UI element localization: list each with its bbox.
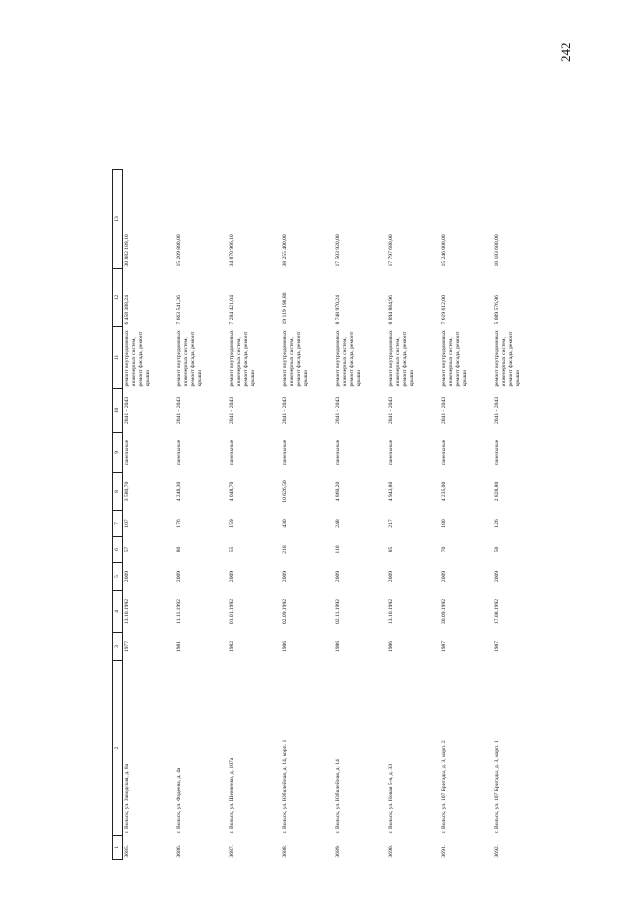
row-sum-13: 34 870 966,10 (229, 234, 236, 267)
row-date: 11.11.1992 (176, 599, 183, 624)
column-header: 12 (113, 269, 123, 327)
row-year: 2009 (282, 570, 289, 583)
row-number: 3691. (441, 844, 448, 858)
row-area: 4 860,20 (335, 481, 342, 502)
row-commission-year: 1986 (335, 640, 342, 653)
row-address: г. Вольск, ул. 107 Бригады, д. 3, корп. 1 (494, 740, 501, 834)
row-date: 13.10.1992 (123, 598, 130, 625)
row-period: 2041 - 2043 (176, 396, 183, 425)
row-number: 3690. (388, 844, 395, 858)
row-sum-13: 17 503 920,00 (335, 234, 342, 267)
row-commission-year: 1986 (388, 640, 395, 653)
row-value-7: 180 (441, 519, 448, 528)
column-header: 9 (113, 433, 123, 473)
row-address: г. Вольск, ул. 107 Бригады, д. 3, корп. 2 (441, 740, 448, 834)
row-sum-13: 10 183 680,00 (494, 234, 501, 267)
column-header: 7 (113, 511, 123, 537)
row-address: г. Вольск, ул. Шевченко, д. 107а (229, 757, 236, 834)
row-period: 2041 - 2043 (229, 396, 236, 425)
row-period: 2041 - 2043 (388, 396, 395, 425)
row-value-6: 85 (388, 546, 395, 553)
repair-program-table (112, 169, 546, 860)
row-period: 2041 - 2043 (441, 396, 448, 425)
row-wall-type: панельные (123, 439, 130, 466)
row-year: 2009 (123, 570, 130, 583)
row-date: 30.09.1992 (441, 598, 448, 625)
row-commission-year: 1982 (229, 640, 236, 653)
row-wall-type: панельные (494, 439, 501, 466)
table-body (122, 170, 546, 860)
row-area: 2 828,80 (494, 481, 501, 502)
column-header: 1 (113, 836, 123, 860)
row-period: 2041 - 2043 (335, 396, 342, 425)
row-area: 10 626,50 (282, 480, 289, 503)
column-header: 6 (113, 537, 123, 563)
row-sum-12: 19 119 198,80 (282, 292, 289, 325)
row-wall-type: панельные (176, 439, 183, 466)
row-commission-year: 1987 (441, 640, 448, 653)
row-address: г. Вольск, ул. Юбилейная, д. 14, корп. 1 (282, 739, 289, 834)
column-header: 13 (113, 170, 123, 269)
row-work-types: ремонт внутридомовых инженерных систем, ремонт фасада, ремонт крыши (282, 330, 310, 387)
row-date: 02.11.1992 (335, 599, 342, 624)
row-number: 3686. (176, 844, 183, 858)
row-number: 3689. (335, 844, 342, 858)
page-number: 242 (558, 42, 573, 62)
row-value-6: 80 (176, 546, 183, 553)
row-commission-year: 1986 (282, 640, 289, 653)
row-sum-12: 7 284 421,04 (229, 295, 236, 325)
column-header: 3 (113, 633, 123, 661)
row-value-7: 159 (229, 519, 236, 528)
row-area: 3 580,70 (123, 481, 130, 502)
column-header: 4 (113, 591, 123, 633)
row-work-types: ремонт внутридомовых инженерных систем, ремонт фасада, ремонт крыши (335, 330, 363, 387)
row-address: г. Вольск, ул. Новая 5-я, д. 33 (388, 763, 395, 834)
row-work-types: ремонт внутридомовых инженерных систем, ремонт фасада, ремонт крыши (229, 330, 257, 387)
row-value-6: 218 (282, 545, 289, 554)
row-number: 3687. (229, 844, 236, 858)
row-period: 2041 - 2043 (123, 396, 130, 425)
row-date: 13.10.1992 (388, 598, 395, 625)
row-sum-12: 6 458 388,24 (123, 295, 130, 325)
row-sum-13: 17 797 680,00 (388, 234, 395, 267)
row-sum-12: 8 748 970,24 (335, 295, 342, 325)
rotated-table-frame (112, 170, 572, 860)
table-row (281, 170, 334, 860)
row-work-types: ремонт внутридомовых инженерных систем, ремонт фасада, ремонт крыши (494, 330, 522, 387)
column-header: 11 (113, 327, 123, 389)
row-work-types: ремонт внутридомовых инженерных систем, ремонт фасада, ремонт крыши (441, 330, 469, 387)
row-wall-type: панельные (229, 439, 236, 466)
row-area: 4 248,30 (176, 481, 183, 502)
table-row (228, 170, 281, 860)
row-value-6: 50 (494, 546, 501, 553)
row-commission-year: 1987 (494, 640, 501, 653)
row-area: 4 235,00 (441, 481, 448, 502)
row-wall-type: панельные (282, 439, 289, 466)
row-wall-type: панельные (335, 439, 342, 466)
row-wall-type: панельные (441, 439, 448, 466)
row-sum-13: 15 209 880,00 (176, 234, 183, 267)
row-sum-13: 15 246 000,00 (441, 234, 448, 267)
row-address: г. Вольск, ул. Заводская, д. 8а (123, 763, 130, 834)
table-row (334, 170, 387, 860)
row-commission-year: 1977 (123, 640, 130, 653)
row-date: 01.01.1992 (229, 598, 236, 625)
row-year: 2009 (229, 570, 236, 583)
row-year: 2009 (494, 570, 501, 583)
row-year: 2009 (176, 570, 183, 583)
row-sum-12: 7 663 541,36 (176, 295, 183, 325)
row-year: 2009 (335, 570, 342, 583)
row-date: 17.08.1992 (494, 598, 501, 625)
row-period: 2041 - 2043 (282, 396, 289, 425)
row-area: 4 048,70 (229, 481, 236, 502)
row-value-7: 248 (335, 519, 342, 528)
row-value-7: 176 (176, 519, 183, 528)
table-row (440, 170, 493, 860)
row-sum-12: 7 619 612,00 (441, 295, 448, 325)
row-address: г. Вольск, ул. Юбилейная, д. 14 (335, 759, 342, 834)
row-period: 2041 - 2043 (494, 396, 501, 425)
row-sum-12: 8 894 884,96 (388, 295, 395, 325)
row-value-6: 55 (229, 546, 236, 553)
table-row (493, 170, 546, 860)
column-header: 2 (113, 661, 123, 836)
row-value-6: 110 (335, 545, 342, 554)
row-year: 2009 (388, 570, 395, 583)
row-value-6: 57 (123, 546, 130, 553)
row-wall-type: панельные (388, 439, 395, 466)
row-sum-12: 5 089 576,96 (494, 295, 501, 325)
row-work-types: ремонт внутридомовых инженерных систем, ремонт фасада, ремонт крыши (123, 330, 151, 387)
row-value-7: 126 (494, 519, 501, 528)
column-header: 10 (113, 389, 123, 433)
table-row (175, 170, 228, 860)
table-row (387, 170, 440, 860)
row-sum-13: 38 255 400,00 (282, 234, 289, 267)
row-number: 3688. (282, 844, 289, 858)
column-header: 5 (113, 563, 123, 591)
row-value-7: 107 (123, 519, 130, 528)
row-work-types: ремонт внутридомовых инженерных систем, ремонт фасада, ремонт крыши (176, 330, 204, 387)
row-date: 02.09.1992 (282, 598, 289, 625)
column-header: 8 (113, 473, 123, 511)
table-row (122, 170, 175, 860)
row-area: 4 943,80 (388, 481, 395, 502)
row-value-7: 430 (282, 519, 289, 528)
row-number: 3685. (123, 844, 130, 858)
row-value-6: 70 (441, 546, 448, 553)
row-value-7: 217 (388, 519, 395, 528)
table-header (113, 170, 123, 860)
row-address: г. Вольск, ул. Фадеева, д. 4а (176, 767, 183, 834)
row-commission-year: 1981 (176, 640, 183, 653)
row-year: 2009 (441, 570, 448, 583)
row-work-types: ремонт внутридомовых инженерных систем, ремонт фасада, ремонт крыши (388, 330, 416, 387)
row-sum-13: 30 882 189,10 (123, 234, 130, 267)
row-number: 3692. (494, 844, 501, 858)
